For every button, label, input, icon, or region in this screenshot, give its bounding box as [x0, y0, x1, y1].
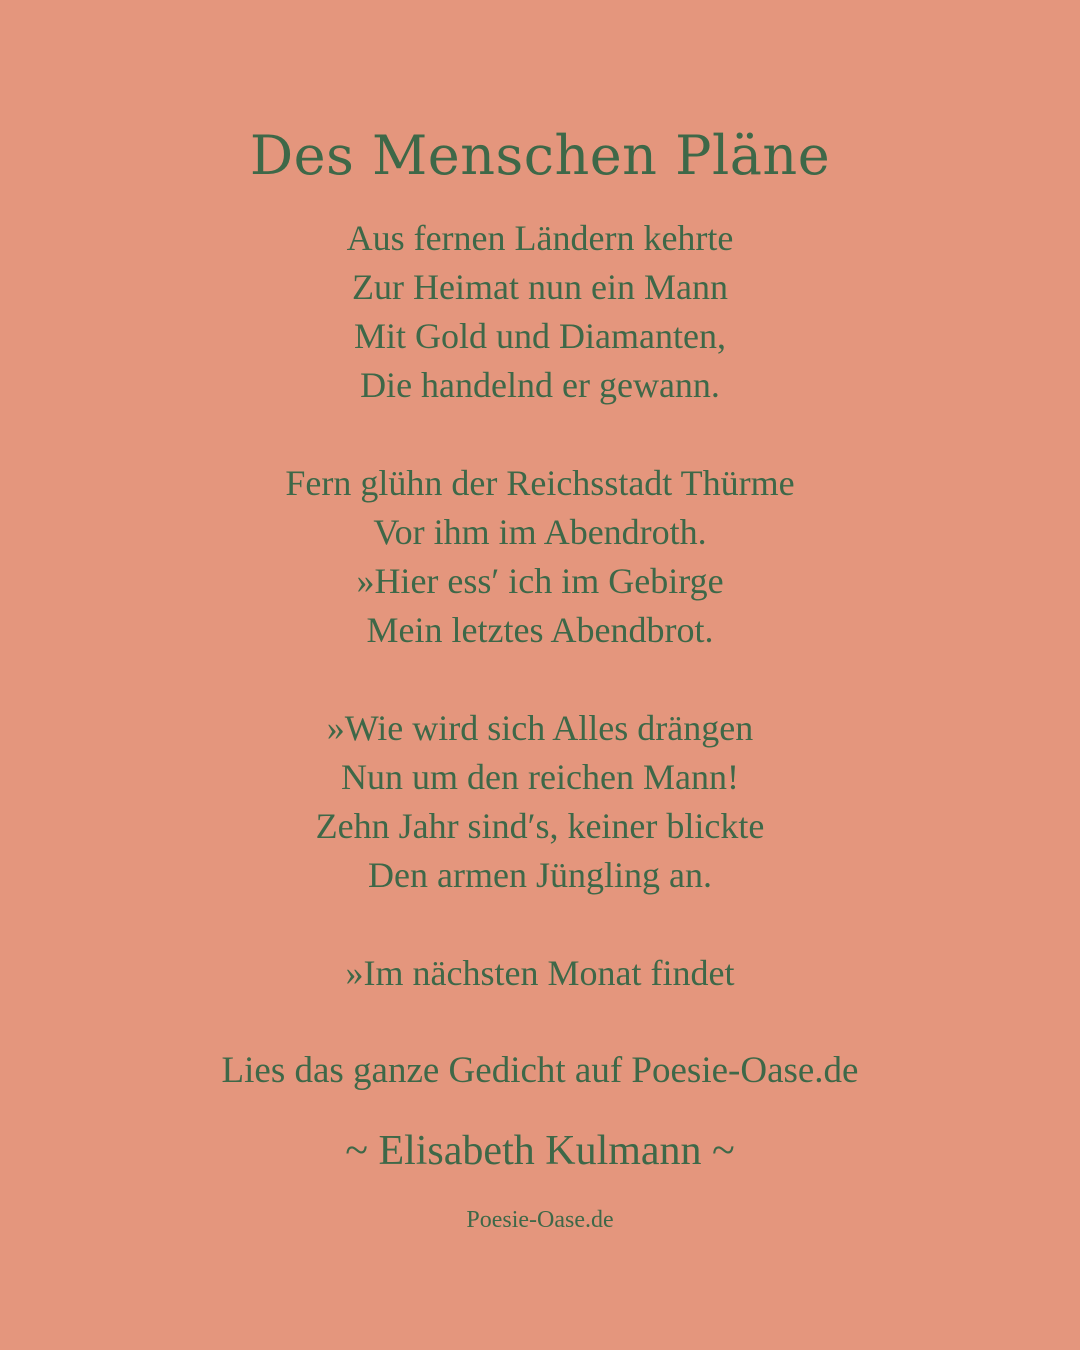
author-name: ~ Elisabeth Kulmann ~ — [345, 1128, 735, 1174]
poem-title: Des Menschen Pläne — [249, 124, 831, 187]
poem-body — [0, 214, 1080, 1047]
poem-line: Zur Heimat nun ein Mann — [352, 267, 728, 307]
poem-line: »Im nächsten Monat findet — [345, 953, 735, 993]
poem-line: Die handelnd er gewann. — [360, 365, 720, 405]
poem-line: Fern glühn der Reichsstadt Thürme — [285, 463, 795, 503]
poem-line: Den armen Jüngling an. — [368, 855, 712, 895]
poem-line: Vor ihm im Abendroth. — [373, 512, 707, 552]
stanza-1 — [0, 214, 1080, 410]
read-full-poem-text: Lies das ganze Gedicht auf Poesie-Oase.de — [221, 1050, 859, 1091]
poem-line: Mit Gold und Diamanten, — [354, 316, 726, 356]
site-footer: Poesie-Oase.de — [466, 1207, 614, 1233]
stanza-4 — [0, 949, 1080, 998]
stanza-3 — [0, 704, 1080, 900]
poem-line: »Hier ess′ ich im Gebirge — [356, 561, 724, 601]
stanza-2 — [0, 459, 1080, 655]
poem-line: Aus fernen Ländern kehrte — [346, 218, 734, 258]
poem-line: Mein letztes Abendbrot. — [366, 610, 714, 650]
poem-line: »Wie wird sich Alles drängen — [326, 708, 754, 748]
poem-line: Zehn Jahr sind′s, keiner blickte — [315, 806, 765, 846]
poem-line: Nun um den reichen Mann! — [341, 757, 739, 797]
